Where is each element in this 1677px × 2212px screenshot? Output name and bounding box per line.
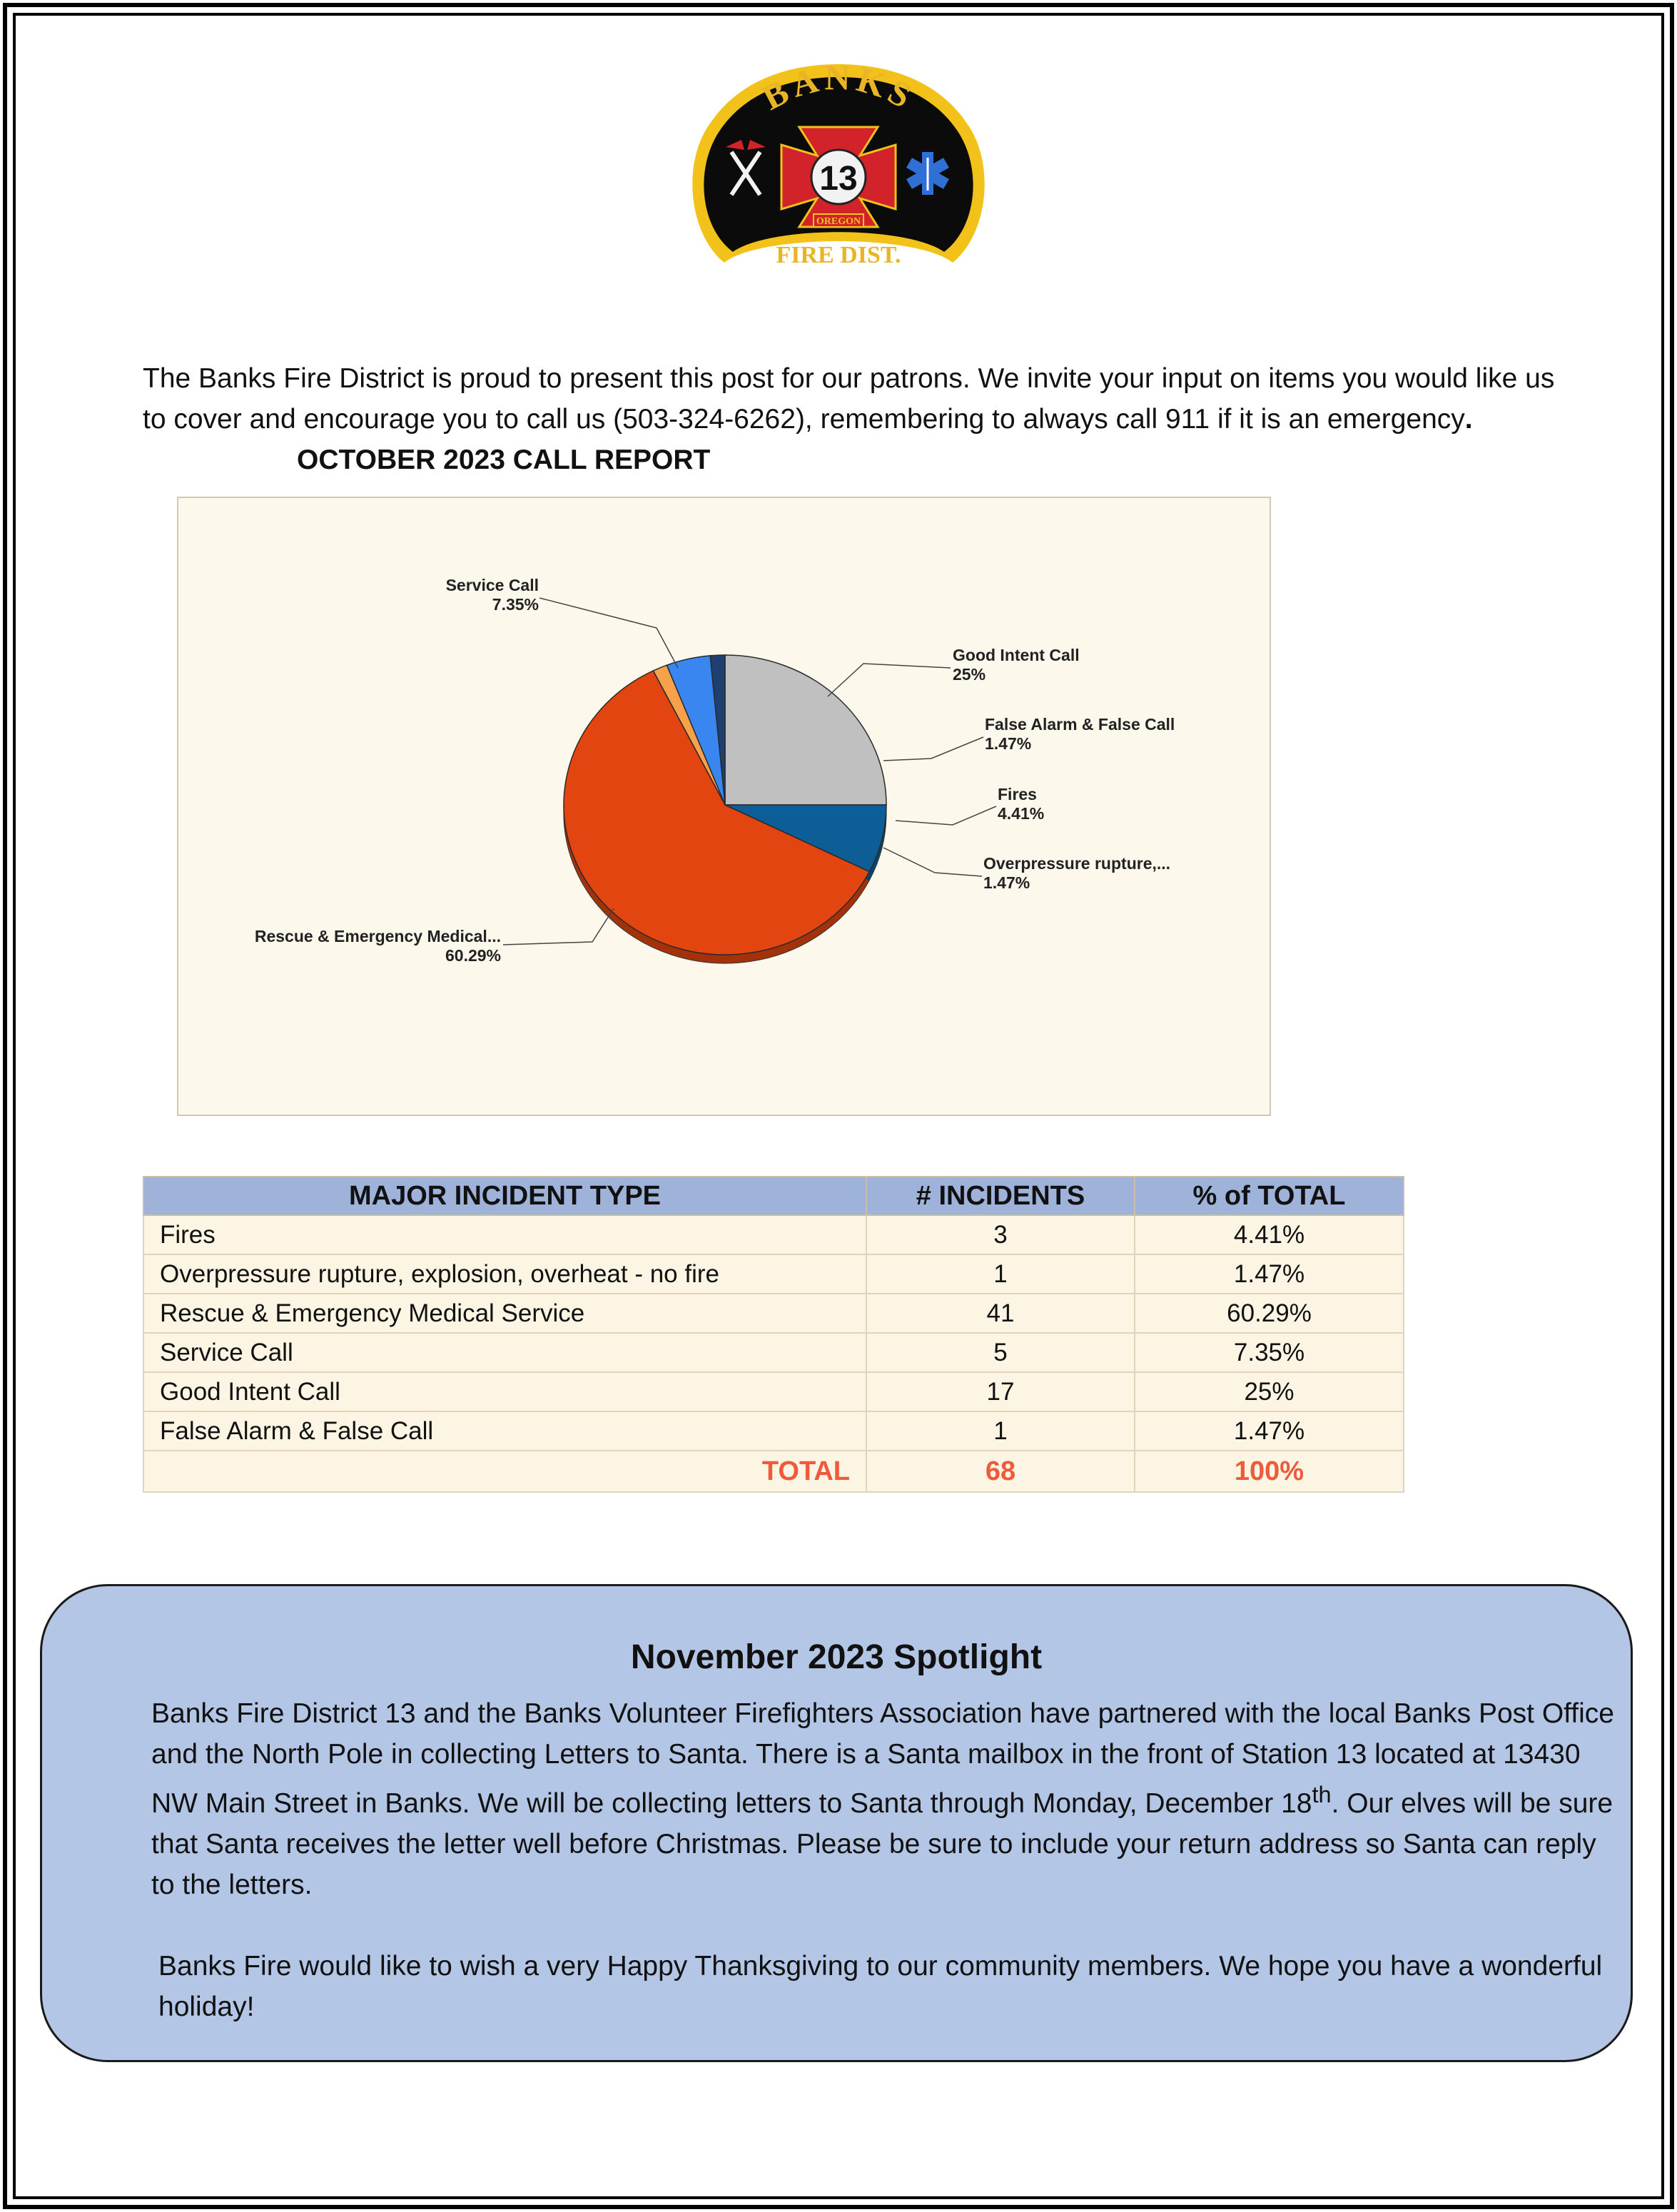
incident-type-cell: Rescue & Emergency Medical Service: [143, 1294, 866, 1333]
report-title: OCTOBER 2023 CALL REPORT: [297, 445, 711, 475]
intro-period: .: [1464, 404, 1473, 435]
table-row: [143, 1254, 1404, 1294]
svg-text:BANKS: BANKS: [755, 57, 922, 118]
intro-paragraph: [143, 358, 1563, 480]
header-percent: % of TOTAL: [1135, 1177, 1404, 1215]
spotlight-paragraph-1: [151, 1693, 1621, 1905]
total-count: 68: [866, 1451, 1135, 1492]
incident-count-cell: 17: [866, 1372, 1135, 1411]
table-row: [143, 1333, 1404, 1372]
incident-type-table: [143, 1176, 1404, 1493]
table-header-row: [143, 1177, 1404, 1215]
incident-type-cell: False Alarm & False Call: [143, 1411, 866, 1451]
pie-leader-line: [883, 848, 982, 876]
pie-slice-label: Rescue & Emergency Medical...: [254, 927, 501, 945]
pie-leader-line: [539, 598, 678, 668]
pie-slice-label: Overpressure rupture,...: [983, 854, 1171, 873]
incident-type-cell: Good Intent Call: [143, 1372, 866, 1411]
table-total-row: [143, 1451, 1404, 1492]
spotlight-title: November 2023 Spotlight: [630, 1638, 1043, 1676]
spotlight-body: [151, 1693, 1621, 2027]
incident-percent-cell: 1.47%: [1135, 1254, 1404, 1294]
spotlight-text-b: . Our elves will be sure that Santa receives the letter well before Christmas. Please be sure to include your return address so Santa can reply to the letters.: [151, 1788, 1613, 1900]
spotlight-paragraph-2: Banks Fire would like to wish a very Happy Thanksgiving to our community members. We hope you have a wonderful holiday!: [158, 1951, 1603, 2022]
table-row: [143, 1215, 1404, 1254]
pie-slice-label: False Alarm & False Call: [985, 715, 1175, 734]
pie-leader-line: [883, 737, 983, 761]
pie-slice-value: 4.41%: [998, 804, 1045, 823]
table-row: [143, 1372, 1404, 1411]
incident-count-cell: 1: [866, 1411, 1135, 1451]
spotlight-box: [40, 1584, 1633, 2062]
pie-slice-label: Fires: [998, 785, 1037, 803]
pie-leader-line: [828, 664, 951, 696]
incident-percent-cell: 1.47%: [1135, 1411, 1404, 1451]
spotlight-text-a: Banks Fire District 13 and the Banks Volunteer Firefighters Association have partnered with the local Banks Post Office and the North Pole in collecting Letters to Santa. There is a Santa mailbox in the front of Station 13 located at 13430 NW Main Street in Banks. We will be collecting letters to Santa through Monday, December 18: [151, 1698, 1614, 1819]
table-row: [143, 1294, 1404, 1333]
pie-slice-value: 60.29%: [445, 946, 501, 965]
total-label: TOTAL: [143, 1451, 866, 1492]
incident-type-cell: Fires: [143, 1215, 866, 1254]
pie-slice-value: 1.47%: [985, 734, 1032, 753]
incident-percent-cell: 25%: [1135, 1372, 1404, 1411]
pie-slice-label: Good Intent Call: [953, 646, 1080, 664]
header-incident-type: MAJOR INCIDENT TYPE: [143, 1177, 866, 1215]
svg-text:OREGON: OREGON: [816, 216, 861, 227]
incident-count-cell: 41: [866, 1294, 1135, 1333]
incident-type-cell: Service Call: [143, 1333, 866, 1372]
header-incidents: # INCIDENTS: [866, 1177, 1135, 1215]
banks-fire-district-logo: [682, 56, 995, 291]
pie-leader-line: [503, 908, 614, 945]
incident-count-cell: 5: [866, 1333, 1135, 1372]
incident-count-cell: 3: [866, 1215, 1135, 1254]
pie-leader-line: [896, 806, 996, 825]
incident-percent-cell: 7.35%: [1135, 1333, 1404, 1372]
call-type-pie-chart: [178, 498, 1270, 1115]
incident-type-cell: Overpressure rupture, explosion, overheat - no fire: [143, 1254, 866, 1294]
spotlight-superscript: th: [1312, 1782, 1332, 1807]
pie-slice-label: Service Call: [445, 576, 539, 594]
pie-slice-value: 7.35%: [492, 595, 539, 614]
call-report-chart: [177, 497, 1271, 1116]
svg-text:FIRE DIST.: FIRE DIST.: [776, 242, 901, 268]
incident-percent-cell: 60.29%: [1135, 1294, 1404, 1333]
total-percent: 100%: [1135, 1451, 1404, 1492]
table-row: [143, 1411, 1404, 1451]
incident-percent-cell: 4.41%: [1135, 1215, 1404, 1254]
pie-slice-value: 1.47%: [983, 873, 1030, 892]
pie-slice-value: 25%: [953, 665, 986, 684]
svg-text:13: 13: [819, 160, 858, 198]
incident-count-cell: 1: [866, 1254, 1135, 1294]
intro-text: The Banks Fire District is proud to present this post for our patrons. We invite your input on items you would like us to cover and encourage you to call us (503-324-6262), remembering to always call 911 if it is an emergency: [143, 363, 1555, 435]
pie-slice: [725, 655, 886, 805]
